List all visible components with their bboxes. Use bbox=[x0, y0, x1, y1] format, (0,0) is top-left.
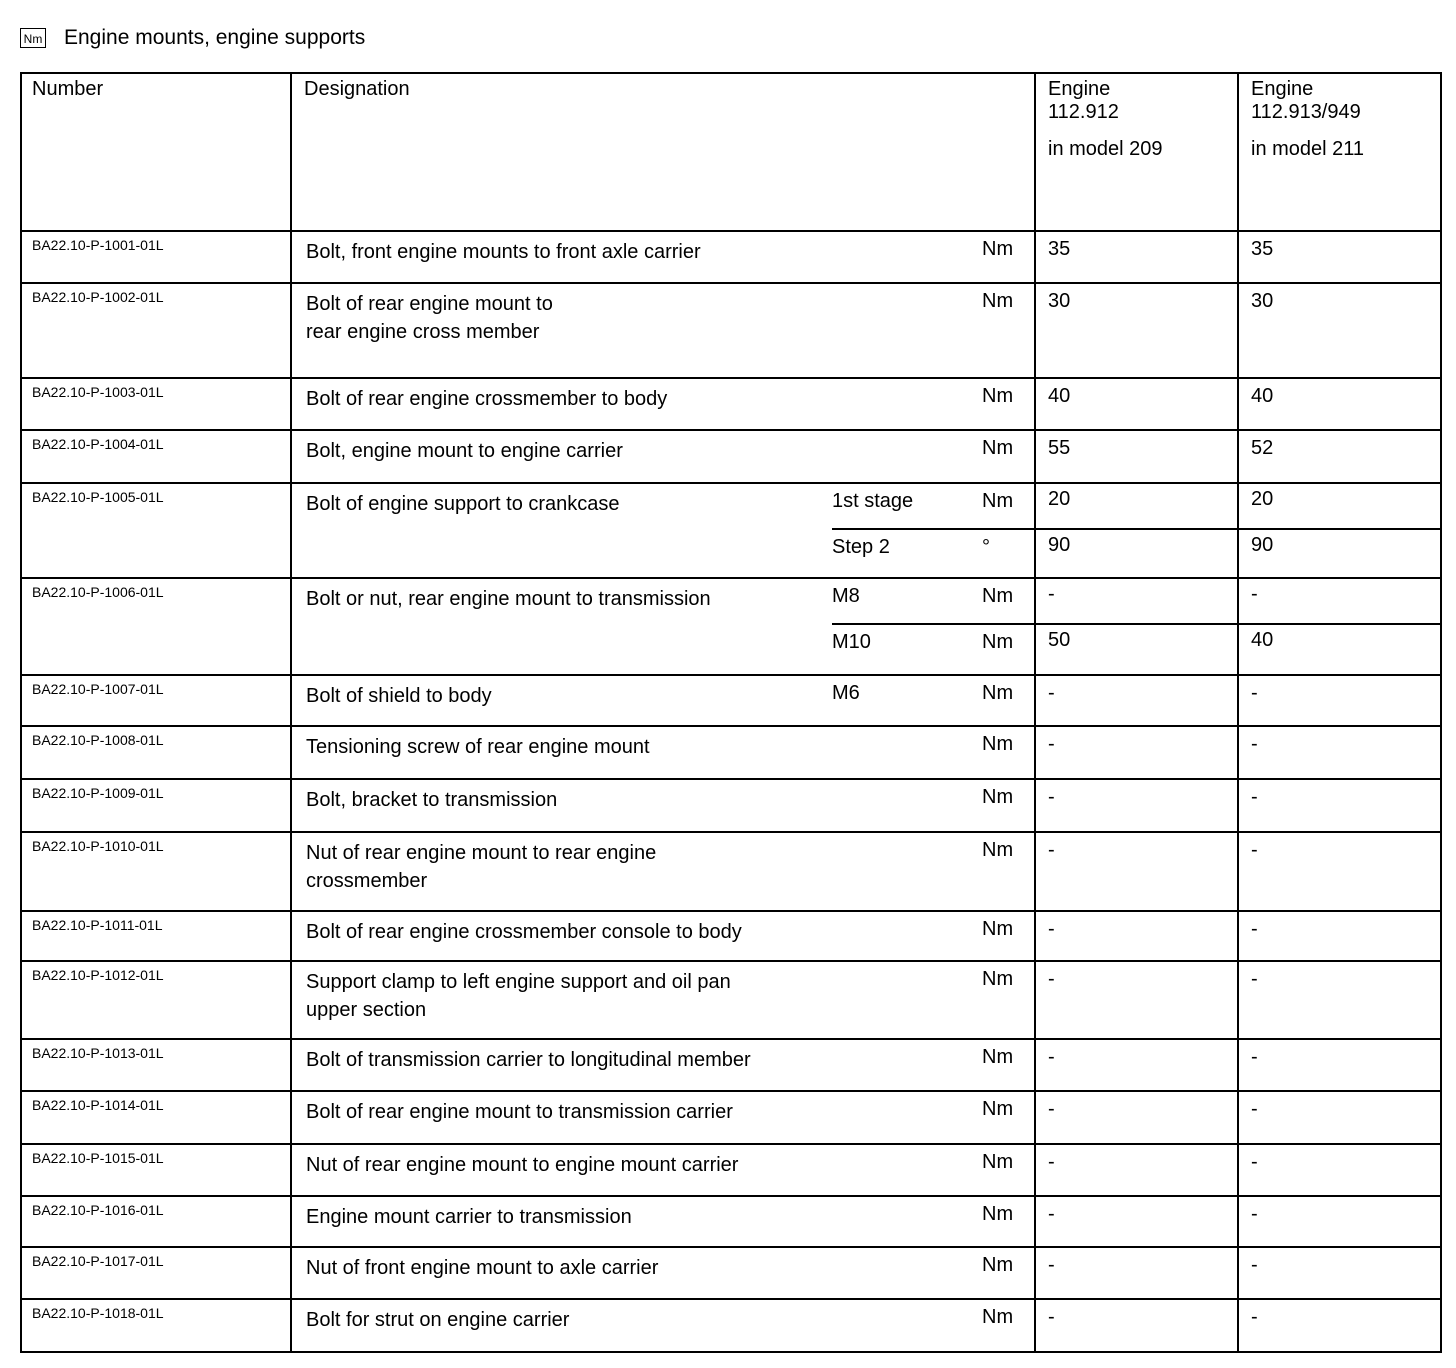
table-row bbox=[21, 961, 1441, 1039]
row-unit: Nm bbox=[982, 839, 1014, 861]
header-engine-a-line1: Engine bbox=[1048, 78, 1111, 100]
row-number: BA22.10-P-1002-01L bbox=[21, 283, 291, 378]
row-unit: Nm bbox=[982, 238, 1014, 260]
row-designation-cell bbox=[291, 832, 1035, 911]
row-value-engine-b: 52 bbox=[1238, 430, 1441, 483]
header-number: Number bbox=[21, 73, 291, 231]
row-number: BA22.10-P-1006-01L bbox=[21, 578, 291, 675]
row-designation-cell bbox=[291, 1039, 1035, 1091]
table-row bbox=[21, 483, 1441, 578]
row-stage-label bbox=[832, 1300, 982, 1306]
row-designation-text: Nut of rear engine mount to engine mount carrier bbox=[306, 1154, 739, 1176]
row-unit: Nm bbox=[982, 437, 1014, 459]
table-row bbox=[21, 675, 1441, 726]
row-designation-text: Bolt of shield to body bbox=[306, 685, 492, 707]
row-unit: Nm bbox=[982, 1254, 1014, 1276]
row-designation bbox=[292, 780, 832, 824]
row-stage bbox=[832, 528, 1034, 574]
row-stage-label: Step 2 bbox=[832, 536, 890, 558]
row-unit: Nm bbox=[982, 733, 1014, 755]
table-row bbox=[21, 779, 1441, 832]
row-spec-column bbox=[832, 912, 1034, 956]
row-spec-column bbox=[832, 232, 1034, 276]
row-value-engine-b: - bbox=[1238, 1039, 1441, 1091]
row-value-engine-b: - bbox=[1238, 911, 1441, 961]
header-engine-b-line3: in model 211 bbox=[1251, 138, 1365, 160]
row-designation-cell bbox=[291, 675, 1035, 726]
row-unit: Nm bbox=[982, 585, 1014, 607]
torque-table bbox=[20, 72, 1442, 1353]
row-number: BA22.10-P-1013-01L bbox=[21, 1039, 291, 1091]
row-stage bbox=[832, 484, 1034, 528]
row-value-engine-a bbox=[1035, 578, 1238, 675]
row-designation-cell bbox=[291, 779, 1035, 832]
row-designation-text: Bolt, bracket to transmission bbox=[306, 789, 558, 811]
row-value: - bbox=[1251, 583, 1258, 605]
row-stage bbox=[832, 232, 1034, 276]
row-value: - bbox=[1048, 583, 1055, 605]
row-value-engine-a: - bbox=[1035, 832, 1238, 911]
row-designation-line: rear engine cross member bbox=[306, 321, 540, 343]
row-value-engine-a: - bbox=[1035, 1144, 1238, 1196]
row-designation bbox=[292, 232, 832, 276]
table-body bbox=[21, 231, 1441, 1352]
row-stage-label bbox=[832, 1092, 982, 1098]
row-designation-cell bbox=[291, 1196, 1035, 1247]
header-engine-a bbox=[1035, 73, 1238, 231]
row-number: BA22.10-P-1009-01L bbox=[21, 779, 291, 832]
row-designation-cell bbox=[291, 578, 1035, 675]
row-stage bbox=[832, 623, 1034, 669]
table-row bbox=[21, 578, 1441, 675]
row-designation-cell bbox=[291, 726, 1035, 779]
table-row bbox=[21, 911, 1441, 961]
row-designation bbox=[292, 676, 832, 720]
row-unit: Nm bbox=[982, 631, 1014, 653]
row-value-engine-b: - bbox=[1238, 832, 1441, 911]
row-designation-cell bbox=[291, 283, 1035, 378]
row-unit: Nm bbox=[982, 1098, 1014, 1120]
row-stage bbox=[832, 1197, 1034, 1241]
row-value-engine-a: - bbox=[1035, 1247, 1238, 1299]
row-designation-cell bbox=[291, 231, 1035, 283]
row-spec-column bbox=[832, 727, 1034, 771]
row-number: BA22.10-P-1007-01L bbox=[21, 675, 291, 726]
row-number: BA22.10-P-1016-01L bbox=[21, 1196, 291, 1247]
table-row bbox=[21, 1299, 1441, 1352]
row-value-engine-a: - bbox=[1035, 1299, 1238, 1352]
row-stage bbox=[832, 833, 1034, 877]
row-spec-column bbox=[832, 484, 1034, 574]
row-stage bbox=[832, 284, 1034, 328]
row-designation bbox=[292, 1092, 832, 1136]
row-value: 40 bbox=[1239, 623, 1440, 667]
row-spec-column bbox=[832, 379, 1034, 423]
row-unit: Nm bbox=[982, 1046, 1014, 1068]
row-value-engine-b bbox=[1238, 578, 1441, 675]
row-designation-text: Bolt or nut, rear engine mount to transmission bbox=[306, 588, 711, 610]
row-unit: Nm bbox=[982, 1203, 1014, 1225]
row-designation-text: Nut of front engine mount to axle carrier bbox=[306, 1257, 659, 1279]
table-row bbox=[21, 1144, 1441, 1196]
row-designation bbox=[292, 1300, 832, 1344]
row-value-engine-a: 55 bbox=[1035, 430, 1238, 483]
row-number: BA22.10-P-1012-01L bbox=[21, 961, 291, 1039]
row-stage bbox=[832, 431, 1034, 475]
row-number: BA22.10-P-1005-01L bbox=[21, 483, 291, 578]
row-spec-column bbox=[832, 1145, 1034, 1189]
row-stage bbox=[832, 676, 1034, 720]
row-unit: Nm bbox=[982, 1151, 1014, 1173]
row-value: 20 bbox=[1251, 488, 1274, 510]
row-number: BA22.10-P-1008-01L bbox=[21, 726, 291, 779]
row-stage-label: M10 bbox=[832, 631, 871, 653]
row-designation bbox=[292, 962, 832, 1030]
table-row bbox=[21, 1039, 1441, 1091]
row-spec-column bbox=[832, 1092, 1034, 1136]
row-value-engine-a: - bbox=[1035, 1091, 1238, 1144]
row-designation-cell bbox=[291, 430, 1035, 483]
row-value-engine-b: - bbox=[1238, 961, 1441, 1039]
row-unit: ° bbox=[982, 536, 990, 558]
row-unit: Nm bbox=[982, 918, 1014, 940]
row-designation bbox=[292, 379, 832, 423]
row-designation-cell bbox=[291, 378, 1035, 430]
header-engine-a-line2: 112.912 bbox=[1048, 101, 1119, 123]
row-stage-label bbox=[832, 962, 982, 968]
row-value-engine-b: - bbox=[1238, 726, 1441, 779]
row-designation-text: Engine mount carrier to transmission bbox=[306, 1206, 632, 1228]
table-row bbox=[21, 726, 1441, 779]
row-designation-line: upper section bbox=[306, 999, 427, 1021]
row-designation-cell bbox=[291, 1247, 1035, 1299]
row-designation bbox=[292, 1040, 832, 1084]
row-number: BA22.10-P-1017-01L bbox=[21, 1247, 291, 1299]
row-designation-line: Bolt of rear engine mount to bbox=[306, 293, 553, 315]
row-unit: Nm bbox=[982, 385, 1014, 407]
row-stage-label: M6 bbox=[832, 682, 860, 704]
row-value-engine-a: - bbox=[1035, 1196, 1238, 1247]
row-value-engine-b: 30 bbox=[1238, 283, 1441, 378]
row-number: BA22.10-P-1018-01L bbox=[21, 1299, 291, 1352]
row-value-engine-a: 40 bbox=[1035, 378, 1238, 430]
row-designation-line: crossmember bbox=[306, 870, 428, 892]
table-row bbox=[21, 231, 1441, 283]
row-number: BA22.10-P-1014-01L bbox=[21, 1091, 291, 1144]
row-spec-column bbox=[832, 780, 1034, 824]
table-row bbox=[21, 283, 1441, 378]
row-value: 90 bbox=[1239, 528, 1440, 572]
row-spec-column bbox=[832, 1248, 1034, 1292]
table-row bbox=[21, 1091, 1441, 1144]
row-stage bbox=[832, 379, 1034, 423]
row-designation bbox=[292, 431, 832, 475]
row-value-engine-b: - bbox=[1238, 675, 1441, 726]
row-number: BA22.10-P-1010-01L bbox=[21, 832, 291, 911]
row-designation-text: Bolt, front engine mounts to front axle carrier bbox=[306, 241, 701, 263]
row-stage bbox=[832, 1300, 1034, 1344]
row-stage-label bbox=[832, 833, 982, 839]
row-stage-label bbox=[832, 284, 982, 290]
row-stage-label bbox=[832, 431, 982, 437]
row-value-engine-b: - bbox=[1238, 1091, 1441, 1144]
row-designation-text: Bolt of rear engine crossmember console to body bbox=[306, 921, 742, 943]
row-designation-line: Support clamp to left engine support and oil pan bbox=[306, 971, 731, 993]
row-designation-text: Bolt of engine support to crankcase bbox=[306, 493, 620, 515]
row-spec-column bbox=[832, 579, 1034, 669]
row-stage bbox=[832, 780, 1034, 824]
row-spec-column bbox=[832, 1197, 1034, 1241]
row-designation bbox=[292, 1145, 832, 1189]
row-designation-cell bbox=[291, 1299, 1035, 1352]
row-stage bbox=[832, 727, 1034, 771]
row-spec-column bbox=[832, 284, 1034, 352]
row-designation-cell bbox=[291, 1091, 1035, 1144]
row-number: BA22.10-P-1001-01L bbox=[21, 231, 291, 283]
row-stage bbox=[832, 579, 1034, 623]
row-designation bbox=[292, 727, 832, 771]
row-value-engine-a bbox=[1035, 483, 1238, 578]
table-row bbox=[21, 1247, 1441, 1299]
row-value-engine-b: 40 bbox=[1238, 378, 1441, 430]
row-designation bbox=[292, 579, 832, 669]
row-stage-label: M8 bbox=[832, 585, 860, 607]
row-value-engine-a: 30 bbox=[1035, 283, 1238, 378]
table-row bbox=[21, 1196, 1441, 1247]
table-row bbox=[21, 430, 1441, 483]
row-spec-column bbox=[832, 1040, 1034, 1084]
header-engine-b-line1: Engine bbox=[1251, 78, 1314, 100]
row-unit: Nm bbox=[982, 682, 1014, 704]
row-designation-text: Bolt of transmission carrier to longitudinal member bbox=[306, 1049, 751, 1071]
torque-nm-icon: Nm bbox=[20, 28, 46, 48]
row-unit: Nm bbox=[982, 490, 1014, 512]
header-engine-b-line2: 112.913/949 bbox=[1251, 101, 1361, 123]
row-value-engine-a: - bbox=[1035, 726, 1238, 779]
row-designation-cell bbox=[291, 1144, 1035, 1196]
row-value: 20 bbox=[1048, 488, 1071, 510]
page-title-text: Engine mounts, engine supports bbox=[64, 26, 366, 49]
row-number: BA22.10-P-1004-01L bbox=[21, 430, 291, 483]
row-stage-label bbox=[832, 232, 982, 238]
row-stage-label bbox=[832, 727, 982, 733]
row-designation bbox=[292, 912, 832, 956]
header-engine-b bbox=[1238, 73, 1441, 231]
row-stage-label bbox=[832, 1145, 982, 1151]
row-designation bbox=[292, 833, 832, 901]
row-stage-label: 1st stage bbox=[832, 490, 914, 512]
row-designation bbox=[292, 284, 832, 352]
row-number: BA22.10-P-1015-01L bbox=[21, 1144, 291, 1196]
row-designation-cell bbox=[291, 911, 1035, 961]
row-stage-label bbox=[832, 1197, 982, 1203]
row-value-engine-a: - bbox=[1035, 961, 1238, 1039]
table-header-row bbox=[21, 73, 1441, 231]
table-row bbox=[21, 832, 1441, 911]
header-engine-a-line3: in model 209 bbox=[1048, 138, 1163, 160]
row-designation bbox=[292, 1248, 832, 1292]
row-stage-label bbox=[832, 912, 982, 918]
row-value-engine-a: - bbox=[1035, 911, 1238, 961]
row-stage bbox=[832, 1092, 1034, 1136]
row-designation-line: Nut of rear engine mount to rear engine bbox=[306, 842, 657, 864]
row-value-engine-b: 35 bbox=[1238, 231, 1441, 283]
row-spec-column bbox=[832, 833, 1034, 901]
row-number: BA22.10-P-1011-01L bbox=[21, 911, 291, 961]
row-value-engine-b: - bbox=[1238, 1196, 1441, 1247]
row-value-engine-b: - bbox=[1238, 779, 1441, 832]
header-designation: Designation bbox=[291, 73, 1035, 231]
row-value: 90 bbox=[1036, 528, 1237, 572]
row-stage-label bbox=[832, 1248, 982, 1254]
row-spec-column bbox=[832, 431, 1034, 475]
row-value-engine-b bbox=[1238, 483, 1441, 578]
row-unit: Nm bbox=[982, 290, 1014, 312]
row-designation-text: Bolt for strut on engine carrier bbox=[306, 1309, 570, 1331]
row-stage-label bbox=[832, 379, 982, 385]
row-unit: Nm bbox=[982, 1306, 1014, 1328]
row-stage-label bbox=[832, 1040, 982, 1046]
row-value-engine-a: - bbox=[1035, 779, 1238, 832]
page-title bbox=[20, 24, 365, 52]
row-spec-column bbox=[832, 962, 1034, 1030]
row-designation-cell bbox=[291, 483, 1035, 578]
row-designation-text: Bolt of rear engine crossmember to body bbox=[306, 388, 668, 410]
row-stage bbox=[832, 1040, 1034, 1084]
row-value: 50 bbox=[1036, 623, 1237, 667]
row-unit: Nm bbox=[982, 786, 1014, 808]
row-number: BA22.10-P-1003-01L bbox=[21, 378, 291, 430]
row-designation-text: Bolt, engine mount to engine carrier bbox=[306, 440, 623, 462]
row-designation-text: Bolt of rear engine mount to transmission carrier bbox=[306, 1101, 733, 1123]
row-stage bbox=[832, 962, 1034, 1006]
row-value-engine-a: - bbox=[1035, 675, 1238, 726]
row-stage bbox=[832, 1145, 1034, 1189]
row-value-engine-b: - bbox=[1238, 1144, 1441, 1196]
row-stage bbox=[832, 912, 1034, 956]
row-value-engine-a: 35 bbox=[1035, 231, 1238, 283]
row-stage-label bbox=[832, 780, 982, 786]
row-value-engine-b: - bbox=[1238, 1299, 1441, 1352]
row-spec-column bbox=[832, 676, 1034, 720]
row-stage bbox=[832, 1248, 1034, 1292]
row-value-engine-a: - bbox=[1035, 1039, 1238, 1091]
row-designation bbox=[292, 484, 832, 574]
row-designation-text: Tensioning screw of rear engine mount bbox=[306, 736, 650, 758]
row-spec-column bbox=[832, 1300, 1034, 1344]
row-designation bbox=[292, 1197, 832, 1241]
row-designation-cell bbox=[291, 961, 1035, 1039]
table-row bbox=[21, 378, 1441, 430]
row-unit: Nm bbox=[982, 968, 1014, 990]
row-value-engine-b: - bbox=[1238, 1247, 1441, 1299]
